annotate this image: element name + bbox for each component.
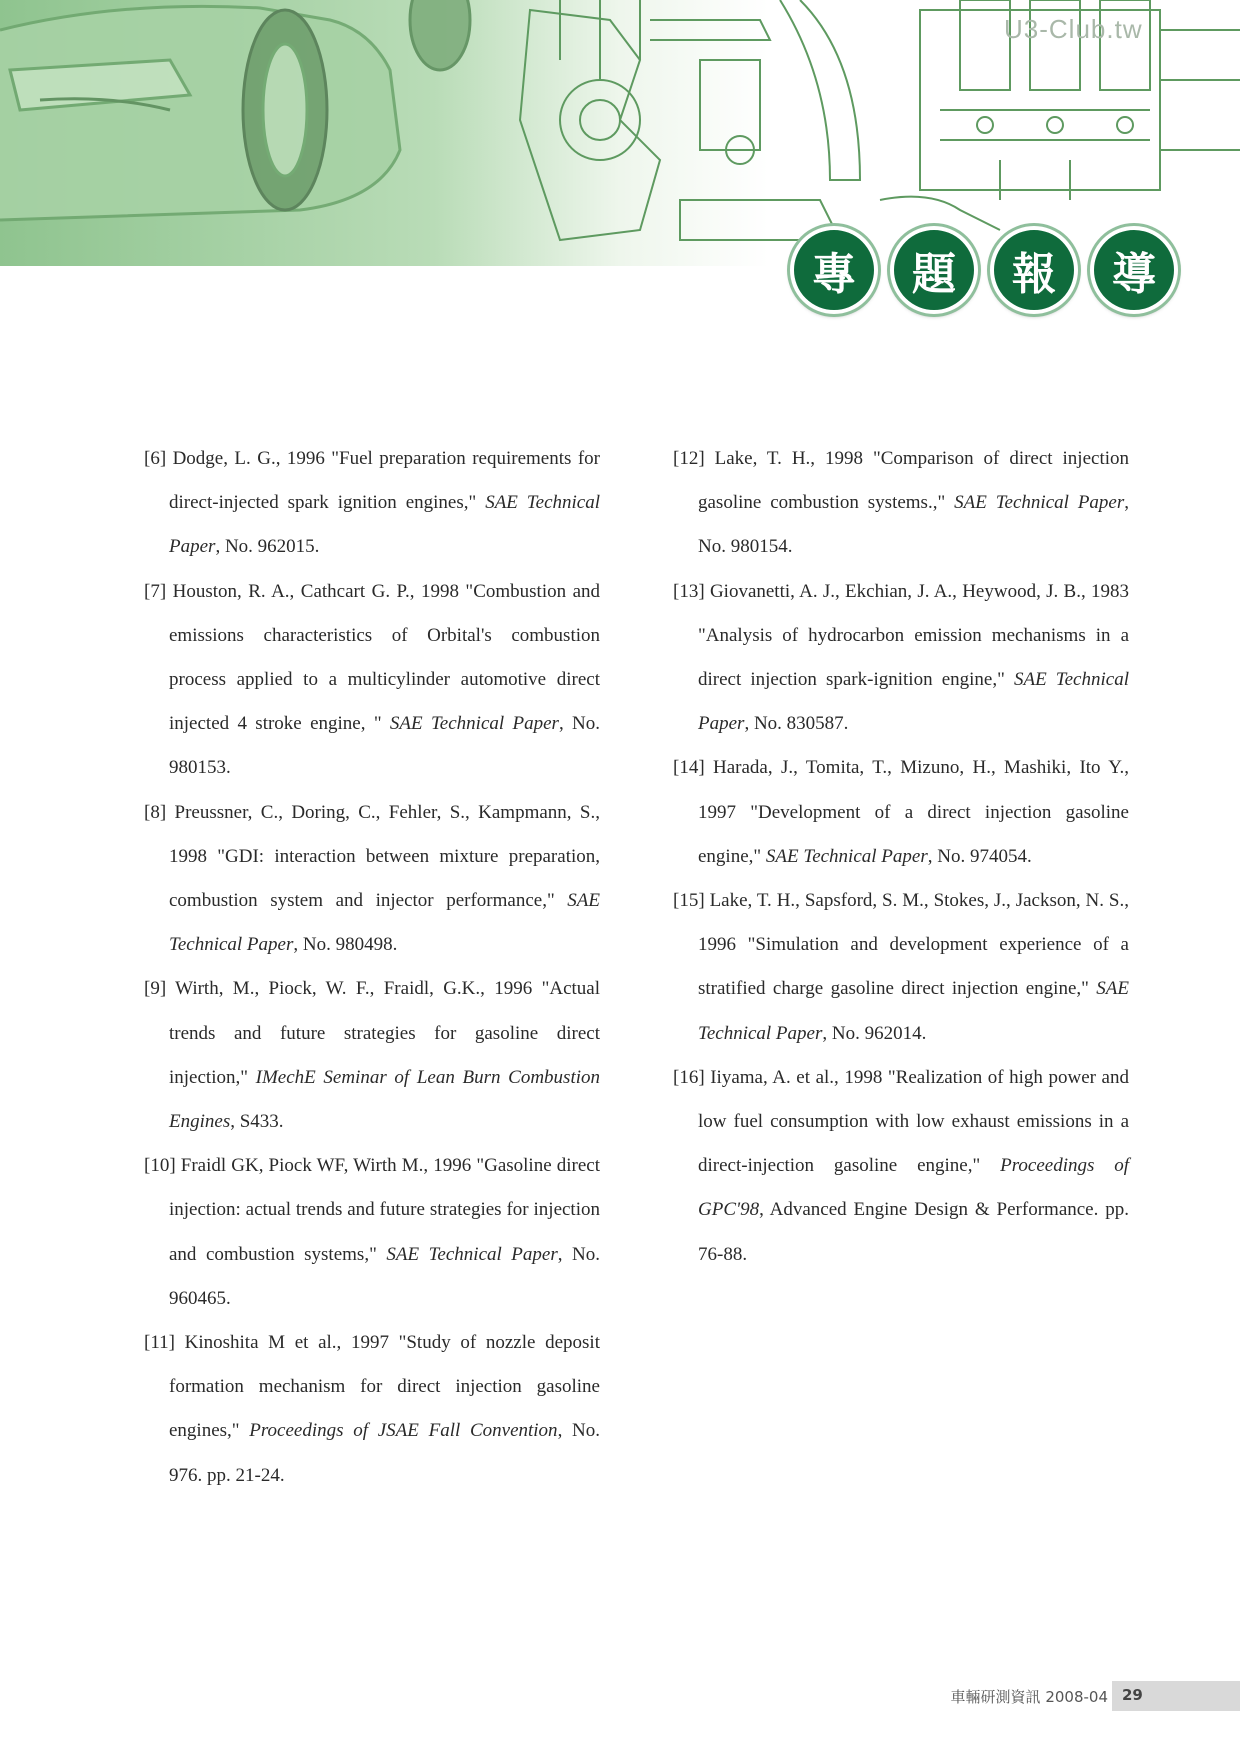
page-number: 29: [1122, 1686, 1143, 1704]
references-right-column: [673, 437, 1129, 1277]
reference-12: [12] Lake, T. H., 1998 "Comparison of direct injection gasoline combustion systems.," SAE Technical Paper, No. 980154.: [673, 448, 1129, 558]
reference-16: [16] Iiyama, A. et al., 1998 "Realization of high power and low fuel consumption with low exhaust emissions in a direct-injection gasoline engine," Proceedings of GPC'98, Advanced Engine Design & Performance. pp. 76-88.: [673, 1066, 1130, 1265]
reference-11: [11] Kinoshita M et al., 1997 "Study of nozzle deposit formation mechanism for direct injection gasoline engines," Proceedings of JSAE Fall Convention, No. 976. pp. 21-24.: [144, 1332, 600, 1486]
reference-9: [9] Wirth, M., Piock, W. F., Fraidl, G.K., 1996 "Actual trends and future strategies for gasoline direct injection," IMechE Seminar of Lean Burn Combustion Engines, S433.: [144, 978, 601, 1133]
reference-6: [6] Dodge, L. G., 1996 "Fuel preparation requirements for direct-injected spark ignition engines," SAE Technical Paper, No. 962015.: [144, 448, 600, 558]
watermark-text: U3-Club.tw: [1004, 14, 1143, 44]
reference-14: [14] Harada, J., Tomita, T., Mizuno, H., Mashiki, Ito Y., 1997 "Development of a direct injection gasoline engine," SAE Technical Paper, No. 974054.: [673, 757, 1129, 867]
references-left-column: [144, 437, 600, 1498]
publication-label: 車輛研測資訊 2008-04: [950, 1688, 1108, 1706]
page-number-box: [1112, 1681, 1240, 1711]
reference-13: [13] Giovanetti, A. J., Ekchian, J. A., Heywood, J. B., 1983 "Analysis of hydrocarbon emission mechanisms in a direct injection spark-ignition engine," SAE Technical Paper, No. 830587.: [673, 580, 1129, 735]
title-badge-1: 專: [790, 226, 878, 314]
reference-15: [15] Lake, T. H., Sapsford, S. M., Stokes, J., Jackson, N. S., 1996 "Simulation and development experience of a stratified charge gasoline direct injection engine," SAE Technical Paper, No. 962014.: [673, 890, 1129, 1044]
title-badge-2: 題: [890, 226, 978, 314]
reference-7: [7] Houston, R. A., Cathcart G. P., 1998 "Combustion and emissions characteristics of Orbital's combustion process applied to a multicylinder automotive direct injected 4 stroke engine, " SAE Technical Paper, No. 980153.: [144, 580, 600, 779]
page-footer: [0, 1681, 1240, 1711]
reference-10: [10] Fraidl GK, Piock WF, Wirth M., 1996 "Gasoline direct injection: actual trends and future strategies for injection and combustion systems," SAE Technical Paper, No. 960465.: [144, 1155, 600, 1309]
title-badge-4: 導: [1090, 226, 1178, 314]
header-banner: [0, 0, 1240, 266]
title-badge-3: 報: [990, 226, 1078, 314]
reference-8: [8] Preussner, C., Doring, C., Fehler, S., Kampmann, S., 1998 "GDI: interaction between mixture preparation, combustion system and injector performance," SAE Technical Paper, No. 980498.: [144, 801, 600, 956]
